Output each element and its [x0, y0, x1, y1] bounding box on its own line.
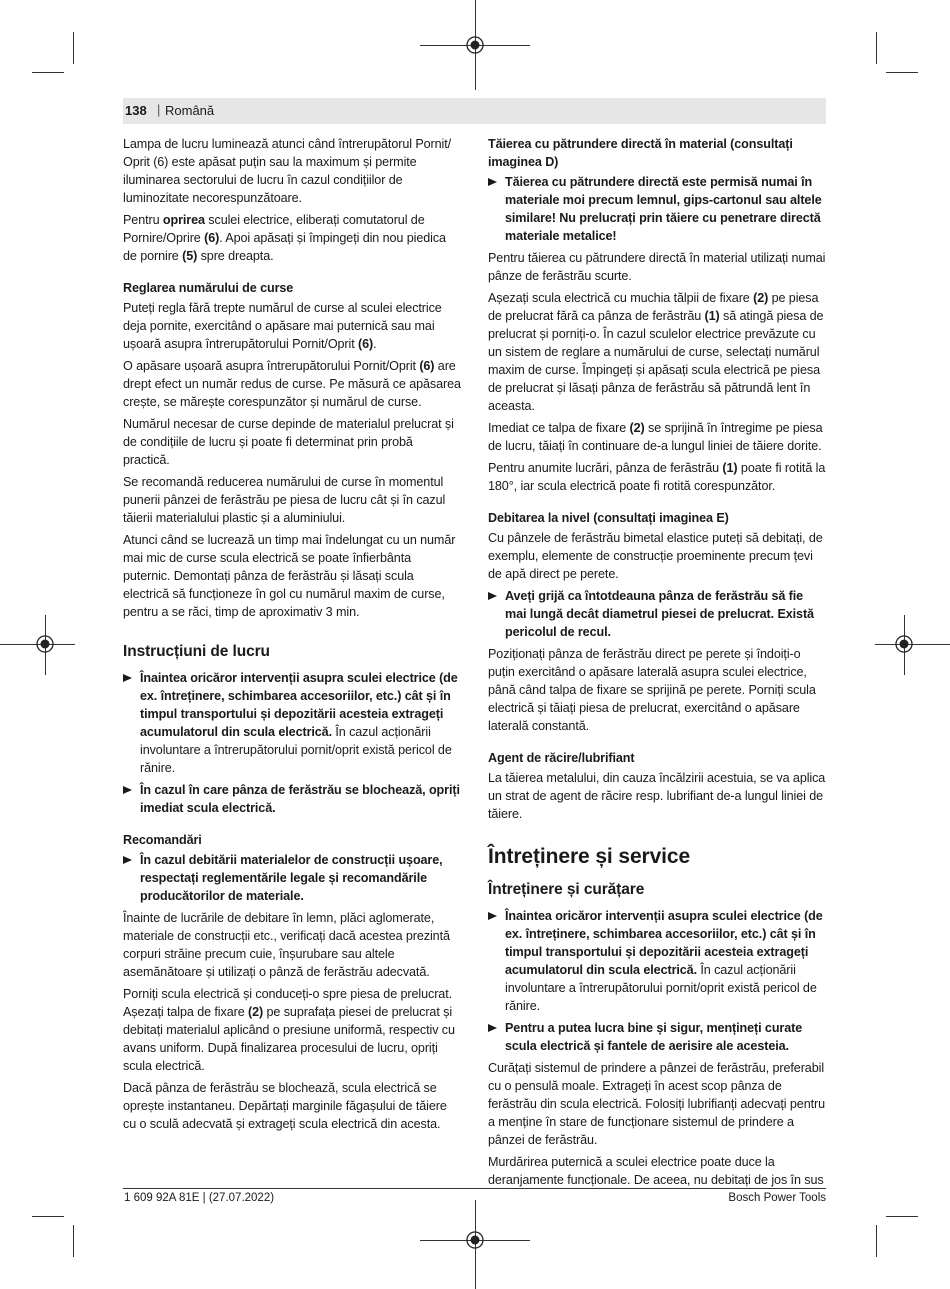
crop-mark [32, 1216, 64, 1217]
paragraph: Se recomandă reducerea numărului de curse în momentul punerii pânzei de ferăstrău pe piesa de lucru cât și în cazul tăierii materialului plastic și a aluminiului. [123, 475, 446, 525]
paragraph: Porniți scula electrică și conduceți-o spre piesa de prelucrat. Așezați talpa de fixare (2) pe suprafața piesei de prelucrat și debitați materialul aplicând o presiune uniformă, respectiv cu avans uniform. După finalizarea procesului de lucru, opriți scula electrică. [123, 987, 455, 1073]
crop-mark [73, 32, 74, 64]
section-heading: Recomandări [123, 833, 202, 847]
footer-brand: Bosch Power Tools [728, 1192, 826, 1204]
crop-mark [32, 72, 64, 73]
registration-mark-icon [894, 634, 914, 654]
section-title: Întreținere și curățare [488, 881, 645, 898]
page-number: 138 [125, 103, 147, 118]
warning-bullet: În cazul debitării materialelor de construcții ușoare, respectați reglementările legale și recomandările producătorilor de materiale. [123, 851, 461, 905]
paragraph: Atunci când se lucrează un timp mai îndelungat cu un număr mai mic de curse scula electrică se poate înfierbânta puternic. Demontați pânza de ferăstrău și lăsați scula electrică să funcționeze în gol cu numărul maxim de curse, pentru a se răci, timp de aproximativ 3 min. [123, 533, 456, 619]
paragraph: Dacă pânza de ferăstrău se blochează, scula electrică se oprește instantaneu. Depărtați marginile făgașului de tăiere cu o sculă adecvată și extrageți scula electrică din acesta. [123, 1081, 447, 1131]
bullet-triangle-icon [488, 178, 497, 186]
left-column [123, 135, 461, 1137]
footer-rule [123, 1188, 826, 1189]
section-heading: Reglarea numărului de curse [123, 281, 294, 295]
paragraph: Murdărirea puternică a sculei electrice poate duce la deranjamente funcționale. De aceea, nu debitați de jos în sus [488, 1155, 824, 1187]
header-separator: | [157, 102, 161, 117]
bullet-triangle-icon [488, 1024, 497, 1032]
paragraph: Lampa de lucru luminează atunci când întrerupătorul Pornit/ Oprit (6) este apăsat puțin sau la maximum și permite iluminarea sectorului de lucru în cazul condițiilor de luminozitate necorespunzătoare. [123, 137, 452, 205]
crop-mark [886, 72, 918, 73]
warning-bullet: În cazul în care pânza de ferăstrău se blochează, opriți imediat scula electrică. [123, 781, 461, 817]
paragraph: Numărul necesar de curse depinde de materialul prelucrat și de condițiile de lucru și poate fi determinat prin probă practică. [123, 417, 454, 467]
paragraph: Curățați sistemul de prindere a pânzei de ferăstrău, preferabil cu o pensulă moale. Extrageți în acest scop pânza de ferăstrău din scula electrică. Folosiți lubrifianți adecvați pentru a menține în stare de funcționare sistemul de prindere a pânzei de ferăstrău. [488, 1061, 825, 1147]
warning-bullet: Înaintea oricăror intervenții asupra sculei electrice (de ex. întreținere, schimbarea accesoriilor, etc.) cât și în timpul transportului și depozitării acesteia extrageți acumulatorul din scula electrică. În cazul acționării involuntare a întrerupătorului pornit/oprit există pericol de rănire. [123, 669, 461, 777]
page-header [123, 98, 826, 124]
warning-bullet: Pentru a putea lucra bine și sigur, mențineți curate scula electrică și fantele de aerisire ale acesteia. [488, 1019, 826, 1055]
chapter-title: Întreținere și service [488, 845, 691, 868]
section-heading: Agent de răcire/lubrifiant [488, 751, 635, 765]
header-language: Română [165, 103, 215, 118]
crop-mark [876, 1225, 877, 1257]
section-heading: Debitarea la nivel (consultați imaginea E) [488, 511, 729, 525]
registration-mark-icon [465, 35, 485, 55]
registration-mark-icon [465, 1230, 485, 1250]
warning-bullet: Tăierea cu pătrundere directă este permisă numai în materiale moi precum lemnul, gips-cartonul sau altele similare! Nu prelucrați prin tăiere cu penetrare directă materiale metalice! [488, 173, 826, 245]
paragraph: Imediat ce talpa de fixare (2) se sprijină în întregime pe piesa de lucru, tăiați în continuare de-a lungul liniei de tăiere dorite. [488, 421, 823, 453]
bullet-triangle-icon [488, 912, 497, 920]
paragraph: Cu pânzele de ferăstrău bimetal elastice puteți să debitați, de exemplu, elemente de construcție proeminente precum țevi de apă direct pe perete. [488, 531, 823, 581]
crop-mark [73, 1225, 74, 1257]
paragraph: Înainte de lucrările de debitare în lemn, plăci aglomerate, materiale de construcții etc., verificați dacă acestea prezintă corpuri străine precum cuie, înșurubare sau altele asemănătoare și utilizați o pânză de ferăstrău adecvată. [123, 911, 450, 979]
paragraph: O apăsare ușoară asupra întrerupătorului Pornit/Oprit (6) are drept efect un număr redus de curse. Pe măsură ce apăsarea crește, se mărește corespunzător și numărul de curse. [123, 359, 461, 409]
crop-mark [876, 32, 877, 64]
paragraph: Pentru tăierea cu pătrundere directă în material utilizați numai pânze de ferăstrău scurte. [488, 251, 826, 283]
section-title: Instrucțiuni de lucru [123, 643, 270, 660]
warning-bullet: Înaintea oricăror intervenții asupra sculei electrice (de ex. întreținere, schimbarea accesoriilor, etc.) cât și în timpul transportului și depozitării acesteia extrageți acumulatorul din scula electrică. În cazul acționării involuntare a întrerupătorului pornit/oprit există pericol de rănire. [488, 907, 826, 1015]
bullet-triangle-icon [123, 786, 132, 794]
bullet-triangle-icon [123, 856, 132, 864]
registration-mark-icon [35, 634, 55, 654]
section-heading: Tăierea cu pătrundere directă în material (consultați imaginea D) [488, 137, 793, 169]
warning-bullet: Aveți grijă ca întotdeauna pânza de ferăstrău să fie mai lungă decât diametrul piesei de prelucrat. Există pericolul de recul. [488, 587, 826, 641]
paragraph: Pentru oprirea sculei electrice, eliberați comutatorul de Pornire/Oprire (6). Apoi apăsați și împingeți din nou piedica de pornire (5) spre dreapta. [123, 213, 446, 263]
bullet-triangle-icon [488, 592, 497, 600]
paragraph: Așezați scula electrică cu muchia tălpii de fixare (2) pe piesa de prelucrat fără ca pânza de ferăstrău (1) să atingă piesa de prelucrat și porniți-o. În cazul sculelor electrice prevăzute cu un sistem de reglare a numărului de curse, selectați numărul maxim de curse. Împingeți și apăsați scula electrică pe piesa de prelucrat și lăsați pânza de ferăstrău să pătrundă lent în aceasta. [488, 291, 824, 413]
paragraph: Puteți regla fără trepte numărul de curse al sculei electrice deja pornite, exercitând o apăsare mai puternică sau mai ușoară asupra întrerupătorului Pornit/Oprit (6). [123, 301, 442, 351]
paragraph: La tăierea metalului, din cauza încălzirii acestuia, se va aplica un strat de agent de răcire resp. lubrifiant de-a lungul liniei de tăiere. [488, 771, 826, 821]
right-column [488, 135, 826, 1193]
footer-doc-id: 1 609 92A 81E | (27.07.2022) [124, 1192, 275, 1204]
paragraph: Pentru anumite lucrări, pânza de ferăstrău (1) poate fi rotită la 180°, iar scula electrică poate fi rotită corespunzător. [488, 461, 826, 493]
bullet-triangle-icon [123, 674, 132, 682]
crop-mark [886, 1216, 918, 1217]
paragraph: Poziționați pânza de ferăstrău direct pe perete și îndoiți-o puțin exercitând o apăsare laterală asupra sculei electrice, până când talpa de fixare se sprijină pe perete. Porniți scula electrică și tăiați piesa de prelucrat, exercitând o apăsare laterală constantă. [488, 647, 816, 733]
